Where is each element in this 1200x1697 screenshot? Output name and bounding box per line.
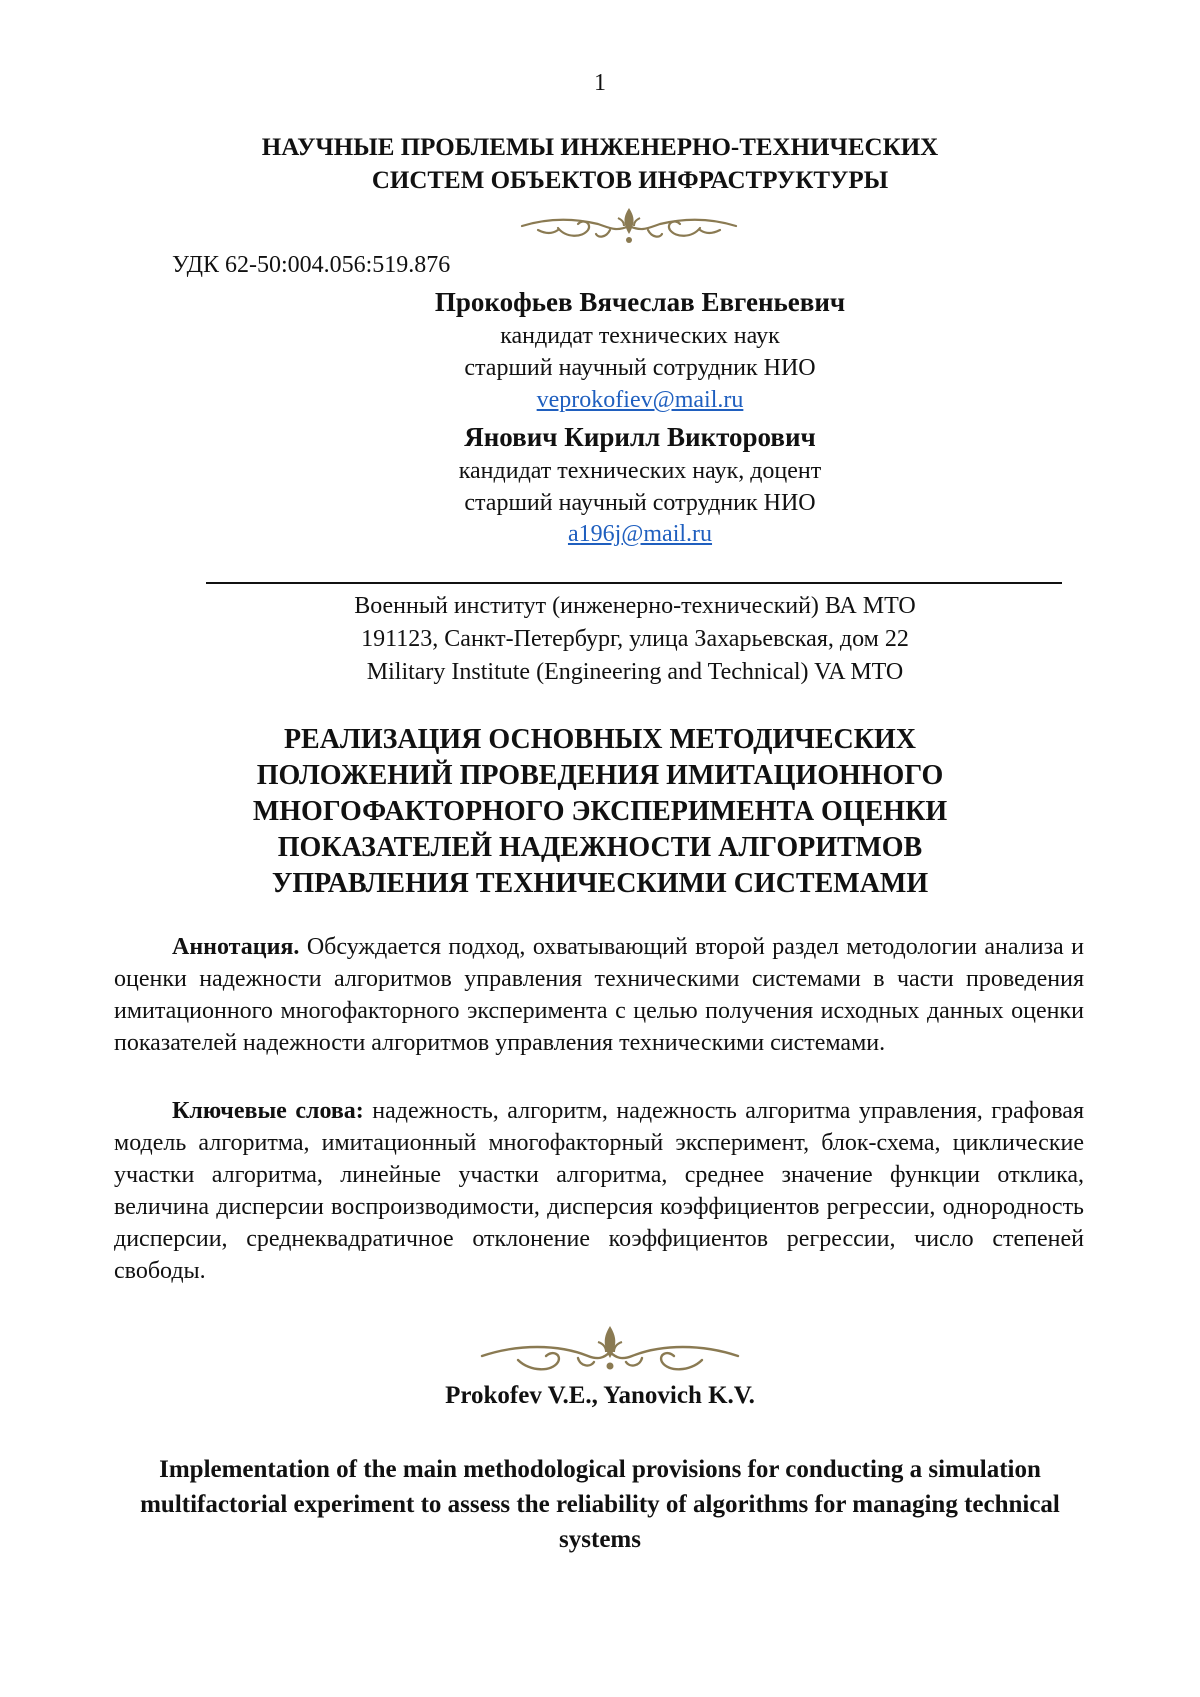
author-1-name: Прокофьев Вячеслав Евгеньевич [434, 287, 846, 317]
abstract-text: Обсуждается подход, охватывающий второй раздел методологии анализа и оценки надежности алгоритмов управления техническими системами в части проведения имитационного многофакторного эксперимента с целью получения исходных данных оценки показателей надежности алгоритмов управления техническими системами. [114, 934, 1084, 1056]
english-authors: Prokofev V.E., Yanovich K.V. [445, 1382, 755, 1409]
title-ru-line-5: УПРАВЛЕНИЯ ТЕХНИЧЕСКИМИ СИСТЕМАМИ [271, 868, 929, 899]
author-1-position: старший научный сотрудник НИО [464, 355, 816, 381]
author-2-degree: кандидат технических наук, доцент [458, 458, 822, 484]
keywords-paragraph [114, 1095, 1084, 1287]
abstract-label: Аннотация. [172, 934, 300, 960]
author-2-name: Янович Кирилл Викторович [464, 422, 816, 452]
author-1-email-link[interactable]: veprokofiev@mail.ru [536, 387, 744, 413]
author-2-email-link[interactable]: a196j@mail.ru [567, 521, 713, 547]
title-ru-line-3: МНОГОФАКТОРНОГО ЭКСПЕРИМЕНТА ОЦЕНКИ [252, 796, 948, 827]
author-2-position: старший научный сотрудник НИО [464, 490, 816, 516]
bottom-ornament-icon [478, 1322, 742, 1378]
top-ornament-icon [518, 204, 740, 248]
keywords-label: Ключевые слова: [172, 1098, 364, 1124]
section-title-line-1: НАУЧНЫЕ ПРОБЛЕМЫ ИНЖЕНЕРНО-ТЕХНИЧЕСКИХ [261, 134, 939, 161]
english-title: Implementation of the main methodological provisions for conducting a simulation multifactorial experiment to assess the reliability of algorithms for managing technical systems [140, 1456, 1060, 1553]
keywords-text: надежность, алгоритм, надежность алгоритма управления, графовая модель алгоритма, имитационный многофакторный эксперимент, блок-схема, циклические участки алгоритма, линейные участки алгоритма, среднее значение функции отклика, величина дисперсии воспроизводимости, дисперсия коэффициентов регрессии, однородность дисперсии, среднеквадратичное отклонение коэффициентов регрессии, число степеней свободы. [114, 1098, 1084, 1284]
institution-address: 191123, Санкт-Петербург, улица Захарьевская, дом 22 [361, 626, 909, 652]
title-ru-line-2: ПОЛОЖЕНИЙ ПРОВЕДЕНИЯ ИМИТАЦИОННОГО [256, 760, 944, 791]
institution-name: Военный институт (инженерно-технический) ВА МТО [354, 593, 916, 619]
page-number: 1 [594, 70, 606, 96]
author-1-degree: кандидат технических наук [500, 323, 780, 349]
section-title-line-2: СИСТЕМ ОБЪЕКТОВ ИНФРАСТРУКТУРЫ [371, 167, 889, 194]
horizontal-divider [206, 582, 1062, 584]
institution-name-english: Military Institute (Engineering and Technical) VA MTO [366, 659, 904, 685]
title-ru-line-1: РЕАЛИЗАЦИЯ ОСНОВНЫХ МЕТОДИЧЕСКИХ [283, 724, 917, 755]
title-ru-line-4: ПОКАЗАТЕЛЕЙ НАДЕЖНОСТИ АЛГОРИТМОВ [277, 832, 923, 863]
udk-code: УДК 62-50:004.056:519.876 [172, 252, 451, 278]
abstract-paragraph [114, 931, 1084, 1059]
